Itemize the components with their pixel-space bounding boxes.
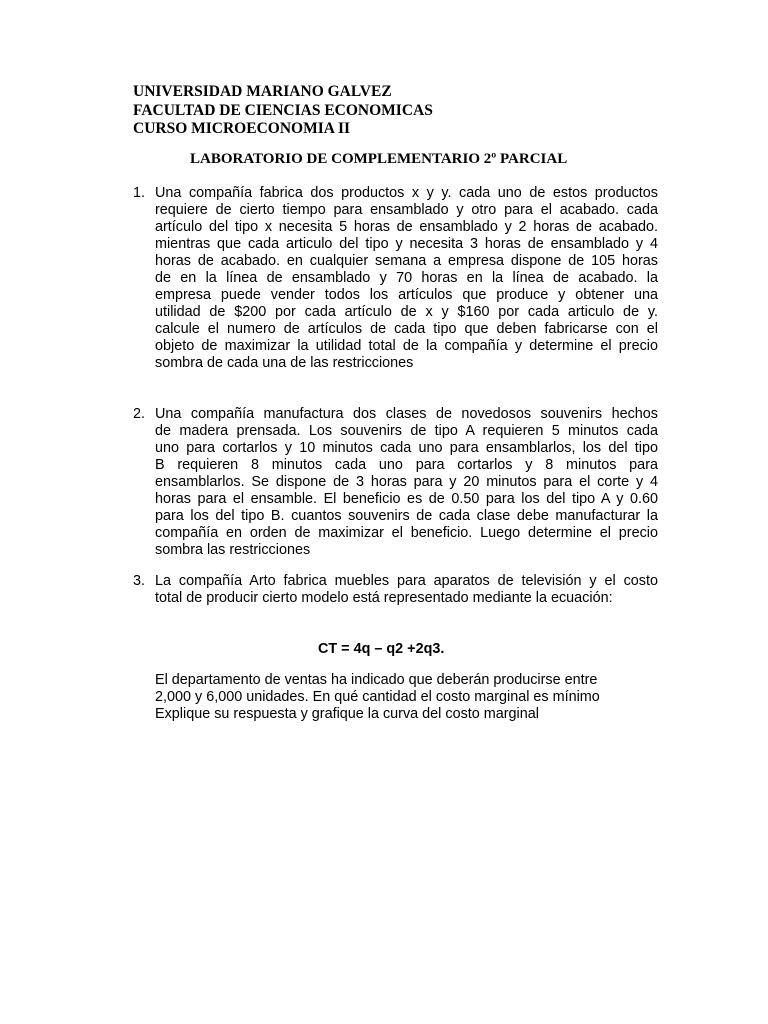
- text-line: compañía en orden de maximizar el beneficio. Luego determine el precio: [155, 525, 658, 541]
- text-line: utilidad de $200 por cada artículo de x y $160 por cada articulo de y.: [155, 304, 658, 320]
- faculty-name: FACULTAD DE CIENCIAS ECONOMICAS: [133, 101, 433, 119]
- text-line: horas de acabado. en cualquier semana a empresa dispone de 105 horas: [155, 253, 658, 269]
- problem-1: [133, 185, 658, 372]
- text-line: artículo del tipo x necesita 5 horas de ensamblado y 2 horas de acabado.: [155, 219, 658, 235]
- problem-number: 1.: [133, 185, 146, 201]
- problem-text: [155, 185, 658, 372]
- text-line: sombra las restricciones: [155, 542, 311, 558]
- text-line: objeto de maximizar la utilidad total de la compañía y determine el precio: [155, 338, 658, 354]
- problem-number: 3.: [133, 573, 146, 589]
- course-name: CURSO MICROECONOMIA II: [133, 120, 351, 137]
- text-line: horas para el ensamble. El beneficio es de 0.50 para los del tipo A y 0.60: [155, 491, 658, 507]
- problem-number: 2.: [133, 406, 146, 422]
- cost-formula: CT = 4q – q2 +2q3.: [318, 641, 445, 657]
- text-line: mientras que cada articulo del tipo y necesita 3 horas de ensamblado y 4: [155, 236, 658, 252]
- text-line: de en la línea de ensamblado y 70 horas en la línea de acabado. la: [155, 270, 658, 286]
- text-line: Una compañía manufactura dos clases de novedosos souvenirs hechos: [155, 406, 658, 422]
- text-line: Una compañía fabrica dos productos x y y. cada uno de estos productos: [155, 185, 658, 201]
- university-name: UNIVERSIDAD MARIANO GALVEZ: [133, 83, 392, 100]
- problem-text: [155, 573, 658, 607]
- text-line: uno para cortarlos y 10 minutos cada uno para ensamblarlos, los del tipo: [155, 440, 658, 456]
- text-line: Explique su respuesta y grafique la curva del costo marginal: [155, 706, 539, 722]
- text-line: empresa puede vender todos los artículos que produce y obtener una: [155, 287, 658, 303]
- problem-2: [133, 406, 658, 559]
- text-line: calcule el numero de artículos de cada tipo que deben fabricarse con el: [155, 321, 658, 337]
- lab-title: LABORATORIO DE COMPLEMENTARIO 2º PARCIAL: [190, 151, 568, 167]
- text-line: de madera prensada. Los souvenirs de tipo A requieren 5 minutos cada: [155, 423, 658, 439]
- text-line: B requieren 8 minutos cada uno para cortarlos y 8 minutos para: [155, 457, 658, 473]
- text-line: total de producir cierto modelo está representado mediante la ecuación:: [155, 590, 613, 606]
- text-line: sombra de cada una de las restricciones: [155, 355, 414, 371]
- text-line: La compañía Arto fabrica muebles para aparatos de televisión y el costo: [155, 573, 658, 589]
- document-header: [133, 83, 433, 139]
- text-line: 2,000 y 6,000 unidades. En qué cantidad el costo marginal es mínimo: [155, 689, 600, 705]
- problem-3: [133, 573, 658, 607]
- text-line: ensamblarlos. Se dispone de 3 horas para y 20 minutos para el corte y 4: [155, 474, 658, 490]
- text-line: para los del tipo B. cuantos souvenirs de cada clase debe manufacturar la: [155, 508, 658, 524]
- problem-text: [155, 406, 658, 559]
- problem-3-followup: [155, 672, 600, 723]
- text-line: El departamento de ventas ha indicado que deberán producirse entre: [155, 672, 598, 688]
- text-line: requiere de cierto tiempo para ensamblado y otro para el acabado. cada: [155, 202, 658, 218]
